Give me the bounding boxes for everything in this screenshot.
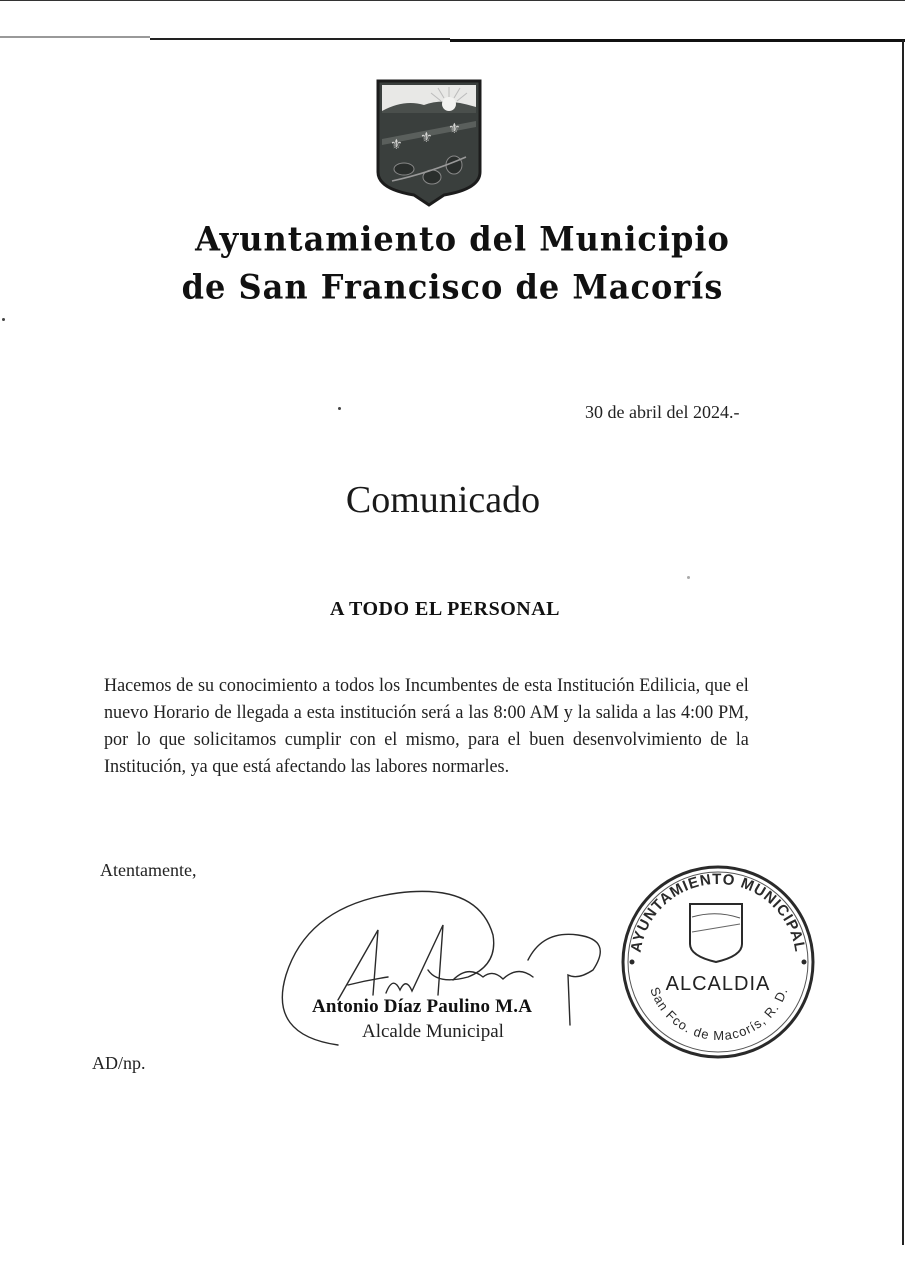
scan-speck: [2, 318, 5, 321]
scan-speck: [687, 576, 690, 579]
signer-name: Antonio Díaz Paulino M.A: [312, 996, 533, 1017]
scan-edge: [150, 38, 450, 40]
scan-edge: [450, 39, 905, 42]
svg-text:⚜: ⚜: [420, 130, 433, 146]
addressee: A TODO EL PERSONAL: [330, 598, 560, 620]
svg-text:⚜: ⚜: [390, 137, 403, 153]
top-border: [0, 0, 905, 1]
scan-edge: [0, 36, 150, 38]
svg-text:AYUNTAMIENTO MUNICIPAL: AYUNTAMIENTO MUNICIPAL: [627, 870, 809, 954]
coat-of-arms-icon: [374, 77, 484, 207]
signer-role: Alcalde Municipal: [362, 1021, 504, 1042]
scan-speck: [338, 407, 341, 410]
svg-text:San Fco. de Macorís, R. D.: San Fco. de Macorís, R. D.: [647, 984, 791, 1044]
svg-text:ALCALDIA: ALCALDIA: [665, 973, 771, 995]
body-paragraph: Hacemos de su conocimiento a todos los Incumbentes de esta Institución Edilicia, que el nuevo Horario de llegada a esta institución será a las 8:00 AM y la salida a las 4:00 PM, por lo que solicitamos cumplir con el mismo, para el buen desenvolvimiento de la Institución, ya que está afectando las labores normarles.: [104, 675, 749, 777]
document-date: 30 de abril del 2024.-: [585, 402, 740, 422]
closing: Atentamente,: [100, 860, 197, 880]
document-title: Comunicado: [345, 479, 541, 521]
reference-initials: AD/np.: [92, 1053, 146, 1073]
letterhead-line-2: de San Francisco de Macorís: [181, 267, 724, 307]
svg-text:⚜: ⚜: [448, 121, 461, 137]
official-seal-icon: [618, 862, 818, 1062]
letterhead-line-1: Ayuntamiento del Municipio: [195, 219, 730, 259]
